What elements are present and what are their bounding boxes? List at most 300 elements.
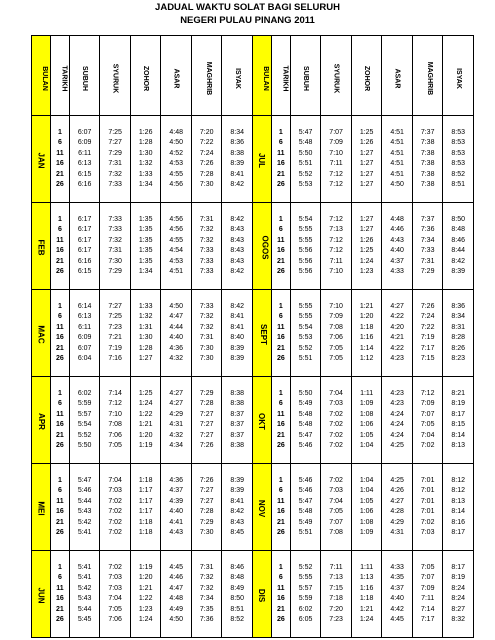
zohor-value: 1:09 xyxy=(359,400,374,407)
zohor-value: 1:25 xyxy=(359,247,374,254)
subuh-value: 5:44 xyxy=(77,605,92,613)
asar-value: 4:32 xyxy=(169,355,183,362)
syuruk-value: 7:06 xyxy=(108,431,122,439)
header-bulan-left: BULAN xyxy=(32,36,51,116)
asar-value: 4:46 xyxy=(390,226,404,233)
maghrib-value: 7:27 xyxy=(199,421,214,428)
subuh-value: 6:11 xyxy=(78,323,92,331)
isyak-value: 8:24 xyxy=(451,595,466,602)
isyak-value: 8:12 xyxy=(451,487,466,494)
subuh-value: 5:49 xyxy=(298,518,313,526)
maghrib-value: 7:32 xyxy=(199,574,214,581)
subuh-value: 6:11 xyxy=(78,149,92,157)
zohor-value: 1:21 xyxy=(359,605,374,613)
isyak-value: 8:17 xyxy=(451,563,466,571)
zohor-value: 1:08 xyxy=(359,518,374,526)
tarikh-value: 6 xyxy=(57,400,62,407)
isyak-cell-right xyxy=(443,377,474,464)
zohor-value: 1:18 xyxy=(359,595,374,602)
month-block-row xyxy=(32,377,474,464)
subuh-cell-left xyxy=(69,551,100,638)
maghrib-value: 7:28 xyxy=(199,400,214,407)
isyak-value: 8:13 xyxy=(451,497,466,505)
maghrib-value: 7:33 xyxy=(199,247,214,254)
syuruk-value: 7:06 xyxy=(108,616,122,623)
zohor-value: 1:18 xyxy=(138,518,153,526)
tarikh-value: 21 xyxy=(56,257,64,265)
maghrib-value: 7:26 xyxy=(420,302,435,310)
zohor-value: 1:19 xyxy=(138,442,153,449)
isyak-value: 8:13 xyxy=(451,442,466,449)
maghrib-value: 7:28 xyxy=(199,508,214,515)
zohor-value: 1:32 xyxy=(138,313,153,320)
header-zohor-left: ZOHOR xyxy=(130,36,161,116)
month-label-right: SEPT xyxy=(252,290,271,377)
subuh-value: 5:53 xyxy=(298,181,313,188)
subuh-value: 5:46 xyxy=(298,476,313,484)
zohor-value: 1:12 xyxy=(359,355,374,362)
syuruk-value: 7:10 xyxy=(108,410,122,418)
maghrib-value: 7:32 xyxy=(199,313,214,320)
tarikh-value: 6 xyxy=(278,139,283,146)
syuruk-value: 7:31 xyxy=(108,247,122,254)
syuruk-cell-left xyxy=(100,551,131,638)
syuruk-value: 7:33 xyxy=(108,181,122,188)
zohor-value: 1:18 xyxy=(138,476,153,484)
syuruk-value: 7:10 xyxy=(329,149,343,157)
syuruk-value: 7:21 xyxy=(108,334,122,341)
zohor-value: 1:25 xyxy=(359,128,374,136)
maghrib-value: 7:03 xyxy=(420,529,435,536)
asar-cell-right xyxy=(382,116,413,203)
tarikh-value: 26 xyxy=(276,616,285,623)
header-subuh-right: SUBUH xyxy=(290,36,321,116)
tarikh-value: 21 xyxy=(276,431,285,439)
isyak-value: 8:48 xyxy=(451,226,466,233)
syuruk-value: 7:04 xyxy=(329,389,343,397)
asar-value: 4:48 xyxy=(390,215,404,223)
maghrib-value: 7:01 xyxy=(420,508,435,515)
syuruk-value: 7:11 xyxy=(329,160,343,167)
tarikh-value: 11 xyxy=(56,584,64,592)
zohor-value: 1:33 xyxy=(138,302,153,310)
syuruk-value: 7:09 xyxy=(329,139,343,146)
asar-value: 4:24 xyxy=(390,421,404,428)
isyak-value: 8:50 xyxy=(230,595,245,602)
maghrib-value: 7:27 xyxy=(199,497,214,505)
asar-value: 4:37 xyxy=(390,584,404,592)
tarikh-value: 16 xyxy=(56,334,64,341)
zohor-value: 1:26 xyxy=(359,139,374,146)
header-tarikh-right: TARIKH xyxy=(271,36,290,116)
tarikh-value: 26 xyxy=(56,616,64,623)
asar-value: 4:26 xyxy=(390,487,404,494)
isyak-value: 8:42 xyxy=(230,268,245,275)
header-isyak-left: ISYAK xyxy=(222,36,253,116)
tarikh-value: 11 xyxy=(277,410,285,418)
isyak-value: 8:44 xyxy=(451,247,466,254)
isyak-value: 8:41 xyxy=(230,323,245,331)
syuruk-value: 7:29 xyxy=(108,268,122,275)
zohor-value: 1:25 xyxy=(138,389,153,397)
month-label-right: JUL xyxy=(252,116,271,203)
tarikh-cell-left xyxy=(50,551,69,638)
asar-value: 4:25 xyxy=(390,476,404,484)
isyak-value: 8:28 xyxy=(451,334,466,341)
syuruk-value: 7:13 xyxy=(329,574,343,581)
zohor-cell-left xyxy=(130,290,161,377)
header-asar-right: ASAR xyxy=(382,36,413,116)
tarikh-cell-left xyxy=(50,290,69,377)
asar-value: 4:40 xyxy=(390,247,404,254)
maghrib-value: 7:29 xyxy=(199,389,214,397)
zohor-value: 1:34 xyxy=(138,181,153,188)
isyak-value: 8:53 xyxy=(451,160,466,167)
subuh-value: 5:42 xyxy=(77,518,92,526)
subuh-value: 5:55 xyxy=(298,302,313,310)
asar-value: 4:29 xyxy=(390,518,404,526)
subuh-cell-right xyxy=(290,116,321,203)
isyak-value: 8:42 xyxy=(230,215,245,223)
header-isyak-right: ISYAK xyxy=(443,36,474,116)
asar-value: 4:53 xyxy=(169,160,183,167)
isyak-value: 8:24 xyxy=(451,584,466,592)
asar-cell-left xyxy=(161,377,192,464)
syuruk-value: 7:08 xyxy=(329,323,343,331)
isyak-value: 8:39 xyxy=(451,268,466,275)
subuh-value: 6:17 xyxy=(77,215,92,223)
asar-value: 4:52 xyxy=(169,149,183,157)
asar-value: 4:33 xyxy=(390,563,404,571)
tarikh-value: 1 xyxy=(278,302,283,310)
syuruk-cell-left xyxy=(100,290,131,377)
isyak-cell-left xyxy=(222,377,253,464)
asar-value: 4:34 xyxy=(169,442,183,449)
maghrib-cell-right xyxy=(412,203,443,290)
subuh-cell-right xyxy=(290,464,321,551)
isyak-cell-left xyxy=(222,464,253,551)
isyak-value: 8:52 xyxy=(451,170,466,178)
zohor-value: 1:27 xyxy=(359,215,374,223)
syuruk-cell-left xyxy=(100,116,131,203)
subuh-value: 5:48 xyxy=(298,508,313,515)
zohor-value: 1:18 xyxy=(359,323,374,331)
maghrib-value: 7:01 xyxy=(420,497,435,505)
subuh-value: 6:07 xyxy=(77,128,92,136)
isyak-value: 8:23 xyxy=(451,355,466,362)
isyak-cell-left xyxy=(222,116,253,203)
subuh-value: 5:45 xyxy=(77,616,92,623)
tarikh-value: 21 xyxy=(276,605,285,613)
subuh-value: 6:13 xyxy=(77,313,92,320)
asar-value: 4:42 xyxy=(390,605,404,613)
isyak-value: 8:51 xyxy=(230,605,245,613)
syuruk-value: 7:16 xyxy=(108,355,122,362)
subuh-value: 5:59 xyxy=(77,400,92,407)
asar-cell-left xyxy=(161,116,192,203)
subuh-value: 5:50 xyxy=(298,389,313,397)
maghrib-cell-left xyxy=(191,551,222,638)
subuh-value: 6:17 xyxy=(77,236,92,244)
tarikh-value: 6 xyxy=(57,139,62,146)
page-title: JADUAL WAKTU SOLAT BAGI SELURUH xyxy=(155,2,340,13)
zohor-value: 1:27 xyxy=(359,160,374,167)
maghrib-cell-right xyxy=(412,116,443,203)
subuh-value: 6:09 xyxy=(77,139,92,146)
maghrib-value: 7:24 xyxy=(199,149,214,157)
isyak-value: 8:41 xyxy=(230,313,245,320)
tarikh-value: 11 xyxy=(56,149,64,157)
syuruk-value: 7:23 xyxy=(108,323,122,331)
tarikh-value: 26 xyxy=(276,268,285,275)
asar-value: 4:29 xyxy=(169,410,183,418)
month-label-left: JAN xyxy=(32,116,51,203)
asar-value: 4:46 xyxy=(169,574,183,581)
tarikh-value: 6 xyxy=(278,487,283,494)
maghrib-value: 7:32 xyxy=(199,323,214,331)
zohor-value: 1:32 xyxy=(138,160,153,167)
syuruk-value: 7:31 xyxy=(108,160,122,167)
syuruk-value: 7:03 xyxy=(108,574,122,581)
subuh-value: 6:05 xyxy=(298,616,313,623)
isyak-value: 8:31 xyxy=(451,323,466,331)
asar-value: 4:27 xyxy=(169,400,183,407)
maghrib-value: 7:33 xyxy=(420,247,435,254)
asar-value: 4:50 xyxy=(169,302,183,310)
tarikh-value: 21 xyxy=(276,257,285,265)
syuruk-value: 7:03 xyxy=(329,400,343,407)
asar-value: 4:23 xyxy=(390,389,404,397)
zohor-value: 1:35 xyxy=(138,215,153,223)
isyak-value: 8:38 xyxy=(230,149,245,157)
maghrib-value: 7:11 xyxy=(421,595,435,602)
tarikh-cell-right xyxy=(271,116,290,203)
asar-value: 4:43 xyxy=(390,236,404,244)
subuh-value: 5:43 xyxy=(77,508,92,515)
isyak-value: 8:19 xyxy=(451,400,466,407)
tarikh-value: 11 xyxy=(277,584,285,592)
tarikh-cell-right xyxy=(271,290,290,377)
zohor-value: 1:27 xyxy=(359,170,374,178)
tarikh-value: 6 xyxy=(278,400,283,407)
syuruk-value: 7:08 xyxy=(329,529,343,536)
asar-value: 4:43 xyxy=(169,529,183,536)
syuruk-value: 7:03 xyxy=(108,584,122,592)
header-syuruk-left: SYURUK xyxy=(100,36,131,116)
syuruk-value: 7:07 xyxy=(329,128,343,136)
maghrib-value: 7:05 xyxy=(420,563,435,571)
asar-value: 4:32 xyxy=(169,431,183,439)
subuh-value: 5:56 xyxy=(298,247,313,254)
subuh-value: 5:47 xyxy=(298,497,313,505)
asar-value: 4:45 xyxy=(169,563,183,571)
month-block-row xyxy=(32,116,474,203)
asar-value: 4:53 xyxy=(169,257,183,265)
isyak-value: 8:52 xyxy=(230,616,245,623)
subuh-value: 6:14 xyxy=(77,302,92,310)
header-bulan-right: BULAN xyxy=(252,36,271,116)
syuruk-value: 7:11 xyxy=(329,563,343,571)
zohor-value: 1:22 xyxy=(138,410,153,418)
tarikh-value: 21 xyxy=(56,431,64,439)
zohor-cell-right xyxy=(351,551,382,638)
maghrib-value: 7:30 xyxy=(199,529,214,536)
zohor-cell-left xyxy=(130,203,161,290)
subuh-value: 6:17 xyxy=(77,226,92,233)
tarikh-value: 6 xyxy=(278,313,283,320)
month-label-right: OKT xyxy=(252,377,271,464)
maghrib-value: 7:38 xyxy=(420,149,435,157)
tarikh-value: 1 xyxy=(57,563,62,571)
maghrib-value: 7:31 xyxy=(420,257,435,265)
subuh-value: 5:54 xyxy=(77,421,92,428)
maghrib-value: 7:28 xyxy=(199,170,214,178)
syuruk-cell-left xyxy=(100,377,131,464)
asar-value: 4:56 xyxy=(169,181,183,188)
subuh-value: 5:54 xyxy=(298,215,313,223)
tarikh-value: 26 xyxy=(276,181,285,188)
asar-value: 4:20 xyxy=(390,323,404,331)
subuh-value: 6:02 xyxy=(298,605,313,613)
tarikh-value: 21 xyxy=(276,170,285,178)
isyak-value: 8:15 xyxy=(451,421,466,428)
tarikh-value: 1 xyxy=(57,128,62,136)
syuruk-value: 7:03 xyxy=(329,487,343,494)
isyak-value: 8:45 xyxy=(230,529,245,536)
isyak-value: 8:49 xyxy=(230,584,245,592)
zohor-cell-left xyxy=(130,464,161,551)
maghrib-cell-left xyxy=(191,464,222,551)
zohor-value: 1:06 xyxy=(359,421,374,428)
asar-value: 4:24 xyxy=(390,410,404,418)
asar-value: 4:50 xyxy=(169,616,183,623)
asar-value: 4:36 xyxy=(169,344,183,352)
syuruk-value: 7:25 xyxy=(108,313,122,320)
asar-value: 4:51 xyxy=(169,268,183,275)
subuh-cell-right xyxy=(290,551,321,638)
tarikh-cell-left xyxy=(50,377,69,464)
tarikh-value: 1 xyxy=(278,215,283,223)
subuh-value: 5:50 xyxy=(298,149,313,157)
subuh-value: 5:47 xyxy=(298,128,313,136)
asar-value: 4:22 xyxy=(390,344,404,352)
syuruk-value: 7:10 xyxy=(329,268,343,275)
syuruk-value: 7:12 xyxy=(329,236,343,244)
asar-value: 4:41 xyxy=(169,518,183,526)
isyak-value: 8:14 xyxy=(451,431,466,439)
subuh-value: 6:15 xyxy=(77,170,92,178)
isyak-value: 8:17 xyxy=(451,410,466,418)
subuh-cell-right xyxy=(290,290,321,377)
maghrib-value: 7:37 xyxy=(420,215,435,223)
isyak-value: 8:27 xyxy=(451,605,466,613)
isyak-value: 8:21 xyxy=(451,389,466,397)
isyak-value: 8:40 xyxy=(230,334,245,341)
maghrib-value: 7:27 xyxy=(199,410,214,418)
month-label-right: DIS xyxy=(252,551,271,638)
tarikh-value: 16 xyxy=(276,247,285,254)
zohor-cell-right xyxy=(351,116,382,203)
subuh-cell-left xyxy=(69,464,100,551)
isyak-value: 8:41 xyxy=(230,497,245,505)
syuruk-value: 7:32 xyxy=(108,236,122,244)
subuh-value: 5:41 xyxy=(77,563,92,571)
zohor-value: 1:22 xyxy=(138,595,153,602)
asar-value: 4:22 xyxy=(390,313,404,320)
subuh-value: 5:41 xyxy=(77,529,92,536)
syuruk-value: 7:23 xyxy=(329,616,343,623)
maghrib-cell-right xyxy=(412,377,443,464)
maghrib-value: 7:31 xyxy=(199,215,214,223)
tarikh-value: 21 xyxy=(56,605,64,613)
subuh-cell-left xyxy=(69,203,100,290)
syuruk-value: 7:02 xyxy=(329,476,343,484)
syuruk-value: 7:05 xyxy=(329,344,343,352)
tarikh-value: 1 xyxy=(278,128,283,136)
tarikh-value: 26 xyxy=(56,355,64,362)
isyak-value: 8:53 xyxy=(451,149,466,157)
isyak-value: 8:19 xyxy=(451,574,466,581)
syuruk-value: 7:12 xyxy=(329,215,343,223)
tarikh-value: 11 xyxy=(56,497,64,505)
isyak-value: 8:41 xyxy=(230,170,245,178)
isyak-value: 8:42 xyxy=(451,257,466,265)
tarikh-value: 6 xyxy=(57,487,62,494)
zohor-value: 1:20 xyxy=(138,431,153,439)
header-zohor-right: ZOHOR xyxy=(351,36,382,116)
syuruk-cell-right xyxy=(321,116,352,203)
zohor-value: 1:35 xyxy=(138,236,153,244)
zohor-value: 1:13 xyxy=(359,574,374,581)
subuh-value: 5:57 xyxy=(298,584,313,592)
maghrib-value: 7:31 xyxy=(199,334,214,341)
maghrib-value: 7:35 xyxy=(199,605,214,613)
header-row xyxy=(32,36,474,116)
zohor-value: 1:16 xyxy=(359,334,374,341)
asar-value: 4:50 xyxy=(169,139,183,146)
zohor-value: 1:05 xyxy=(359,497,374,505)
isyak-cell-left xyxy=(222,290,253,377)
isyak-value: 8:12 xyxy=(451,476,466,484)
zohor-value: 1:23 xyxy=(359,268,374,275)
syuruk-value: 7:04 xyxy=(108,476,122,484)
syuruk-value: 7:06 xyxy=(329,334,343,341)
isyak-value: 8:48 xyxy=(230,574,245,581)
tarikh-value: 11 xyxy=(56,236,64,244)
subuh-value: 6:02 xyxy=(77,389,92,397)
zohor-value: 1:08 xyxy=(359,410,374,418)
maghrib-cell-left xyxy=(191,116,222,203)
tarikh-value: 6 xyxy=(57,574,62,581)
zohor-value: 1:11 xyxy=(360,563,374,571)
syuruk-value: 7:19 xyxy=(108,344,122,352)
maghrib-value: 7:04 xyxy=(420,431,435,439)
asar-cell-right xyxy=(382,377,413,464)
tarikh-value: 16 xyxy=(276,508,285,515)
syuruk-value: 7:30 xyxy=(108,257,122,265)
maghrib-value: 7:17 xyxy=(420,616,435,623)
syuruk-value: 7:05 xyxy=(108,605,122,613)
maghrib-value: 7:37 xyxy=(420,128,435,136)
syuruk-value: 7:04 xyxy=(108,595,122,602)
isyak-value: 8:39 xyxy=(230,487,245,494)
maghrib-value: 7:05 xyxy=(420,421,435,428)
header-maghrib-left: MAGHRIB xyxy=(191,36,222,116)
isyak-value: 8:51 xyxy=(451,181,466,188)
maghrib-value: 7:30 xyxy=(199,181,214,188)
syuruk-value: 7:12 xyxy=(108,400,122,407)
asar-value: 4:49 xyxy=(169,605,183,613)
